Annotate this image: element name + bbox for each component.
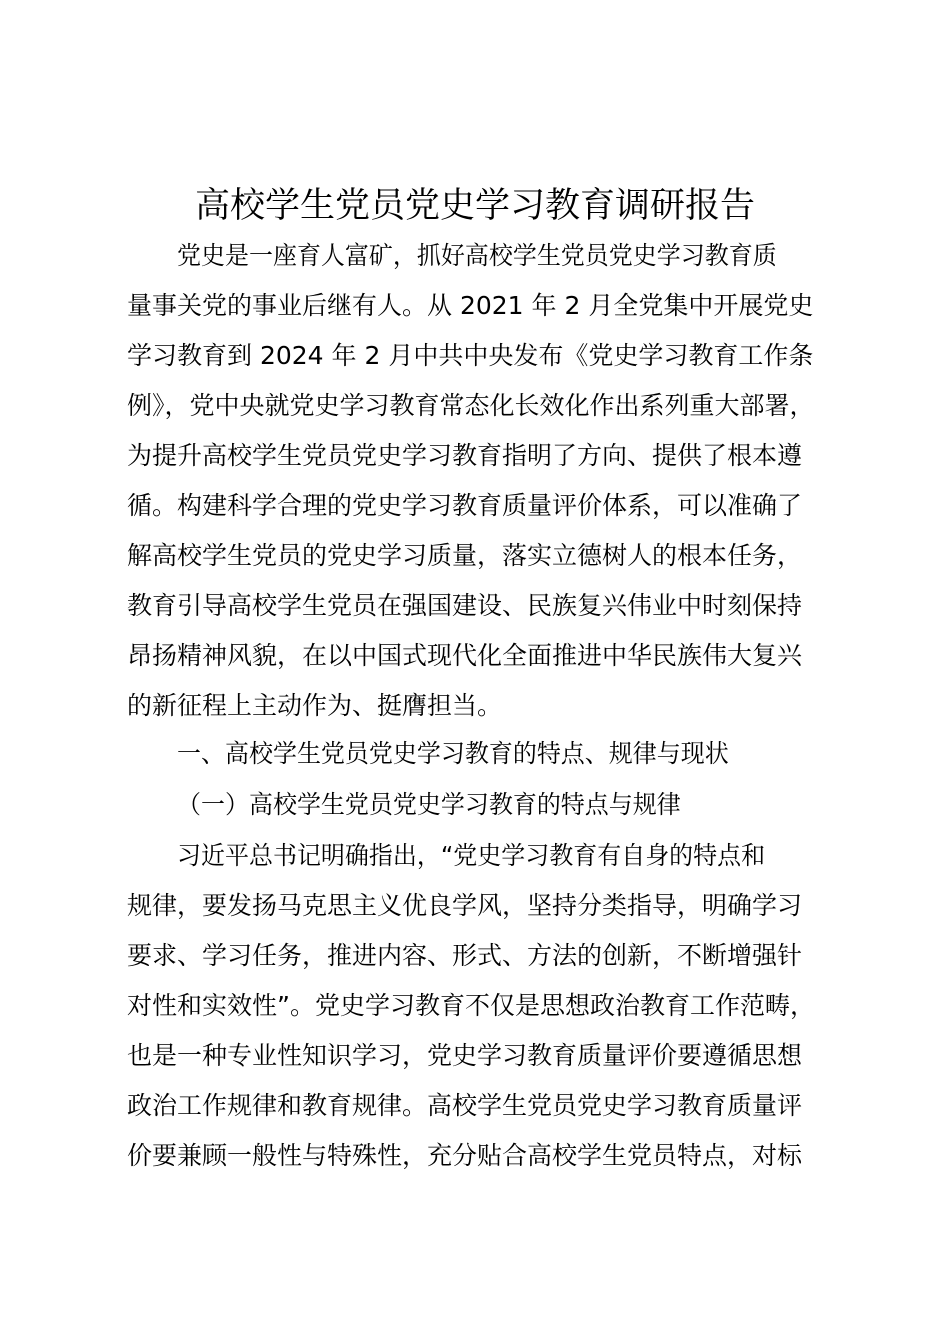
paragraph-line: 例》，党中央就党史学习教育常态化长效化作出系列重大部署， bbox=[127, 391, 815, 420]
paragraph-line: 习近平总书记明确指出，“党史学习教育有自身的特点和 bbox=[177, 841, 766, 870]
paragraph-line: 也是一种专业性知识学习，党史学习教育质量评价要遵循思想 bbox=[127, 1041, 803, 1070]
paragraph-line: 的新征程上主动作为、挺膺担当。 bbox=[127, 691, 503, 720]
paragraph-line: 昂扬精神风貌，在以中国式现代化全面推进中华民族伟大复兴 bbox=[127, 641, 803, 670]
paragraph-line: 量事关党的事业后继有人。从 2021 年 2 月全党集中开展党史 bbox=[127, 291, 814, 320]
paragraph-line: 政治工作规律和教育规律。高校学生党员党史学习教育质量评 bbox=[127, 1091, 803, 1120]
paragraph-line: 解高校学生党员的党史学习质量，落实立德树人的根本任务， bbox=[127, 541, 803, 570]
section-heading: 一、高校学生党员党史学习教育的特点、规律与现状 bbox=[177, 739, 729, 768]
paragraph-line: 循。构建科学合理的党史学习教育质量评价体系，可以准确了 bbox=[127, 491, 803, 520]
subsection-heading: （一）高校学生党员党史学习教育的特点与规律 bbox=[177, 790, 681, 819]
document-title: 高校学生党员党史学习教育调研报告 bbox=[194, 186, 755, 226]
paragraph-line: 党史是一座育人富矿，抓好高校学生党员党史学习教育质 bbox=[177, 241, 777, 270]
paragraph-line: 学习教育到 2024 年 2 月中共中央发布《党史学习教育工作条 bbox=[127, 341, 814, 370]
paragraph-line: 要求、学习任务，推进内容、形式、方法的创新，不断增强针 bbox=[127, 941, 803, 970]
paragraph-line: 教育引导高校学生党员在强国建设、民族复兴伟业中时刻保持 bbox=[127, 591, 803, 620]
paragraph-line: 为提升高校学生党员党史学习教育指明了方向、提供了根本遵 bbox=[127, 441, 803, 470]
paragraph-line: 对性和实效性”。党史学习教育不仅是思想政治教育工作范畴， bbox=[127, 991, 815, 1020]
paragraph-line: 规律，要发扬马克思主义优良学风，坚持分类指导，明确学习 bbox=[127, 891, 803, 920]
paragraph-line: 价要兼顾一般性与特殊性，充分贴合高校学生党员特点，对标 bbox=[127, 1141, 803, 1170]
